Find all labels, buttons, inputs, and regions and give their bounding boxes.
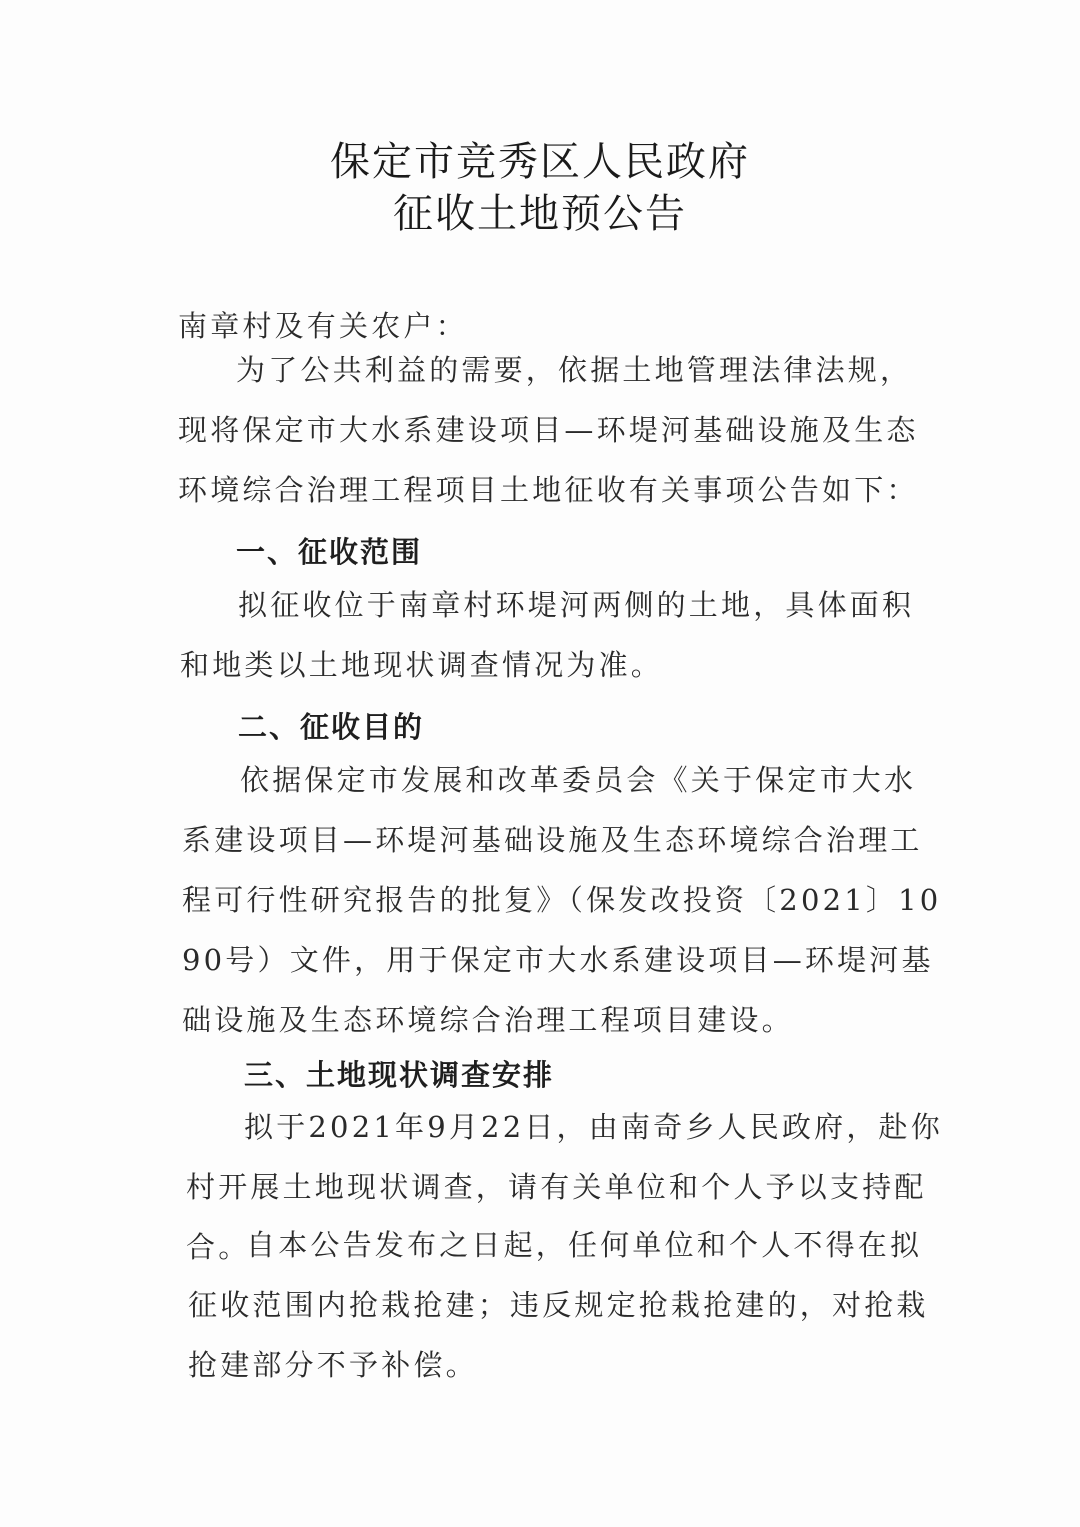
- section3-body1: 拟于2021年9月22日，由南奇乡人民政府，赴你村开展土地现状调查，请有关单位和个人予以支持配合。: [186, 1110, 943, 1264]
- section3-heading: 三、土地现状调查安排: [244, 1058, 555, 1092]
- salutation: 南章村及有关农户：: [178, 309, 468, 343]
- document-title-line2: 征收土地预公告: [393, 191, 687, 237]
- section3-body2: 自本公告发布之日起，任何单位和个人不得在拟征收范围内抢栽抢建；违反规定抢栽抢建的，对抢栽抢建部分不予补偿。: [188, 1228, 929, 1382]
- intro-paragraph: 为了公共利益的需要，依据土地管理法律法规，现将保定市大水系建设项目—环堤河基础设施及生态环境综合治理工程项目土地征收有关事项公告如下：: [178, 353, 919, 507]
- section1-heading: 一、征收范围: [236, 535, 423, 569]
- section2-body: 依据保定市发展和改革委员会《关于保定市大水系建设项目—环堤河基础设施及生态环境综合治理工程可行性研究报告的批复》（保发改投资〔2021〕1090号）文件，用于保定市大水系建设项目—环堤河基础设施及生态环境综合治理工程项目建设。: [182, 763, 942, 1037]
- section2-heading: 二、征收目的: [238, 710, 425, 744]
- document-title-line1: 保定市竞秀区人民政府: [330, 139, 750, 185]
- section1-body: 拟征收位于南章村环堤河两侧的土地，具体面积和地类以土地现状调查情况为准。: [180, 588, 915, 682]
